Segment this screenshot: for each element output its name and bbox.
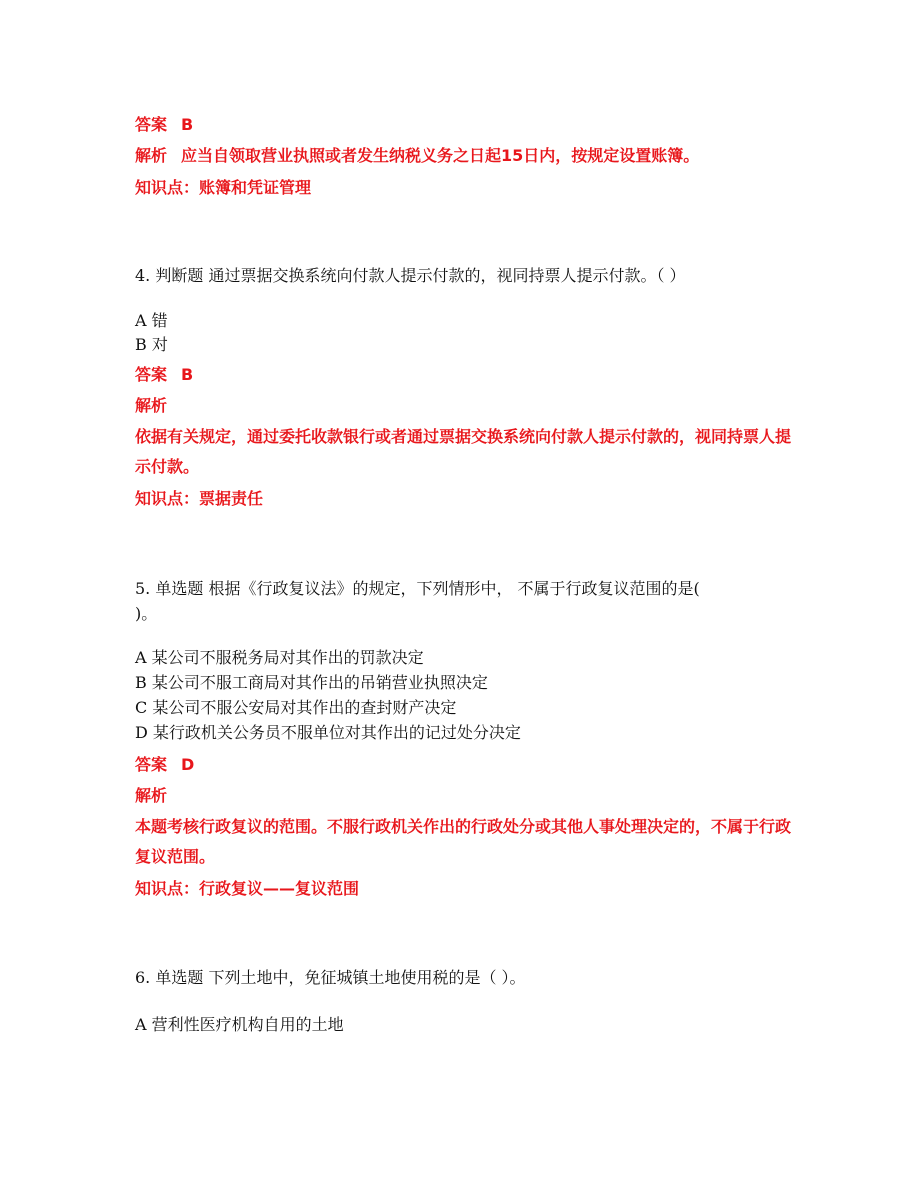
q4-analysis-label: 解析: [135, 396, 168, 415]
q5-option-b: B 某公司不服工商局对其作出的吊销营业执照决定: [135, 673, 488, 692]
q5-analysis-label: 解析: [135, 786, 168, 805]
q5-analysis-text: 本题考核行政复议的范围。不服行政机关作出的行政处分或其他人事处理决定的，不属于行政复议范围。: [135, 817, 792, 866]
q5-option-a: A 某公司不服税务局对其作出的罚款决定: [135, 648, 424, 667]
q6-stem: 6. 单选题 下列土地中，免征城镇土地使用税的是（ ）。: [135, 968, 526, 987]
q3-answer: [135, 114, 193, 136]
q4-answer-value: B: [181, 365, 194, 384]
q5-answer-label: 答案: [135, 755, 168, 774]
q4-analysis-text: 依据有关规定，通过委托收款银行或者通过票据交换系统向付款人提示付款的，视同持票人提示付款。: [135, 427, 792, 476]
q5-option-d: D 某行政机关公务员不服单位对其作出的记过处分决定: [135, 723, 521, 742]
q3-analysis-text: 应当自领取营业执照或者发生纳税义务之日起15日内，按规定设置账簿。: [181, 146, 700, 165]
q5-option-c: C 某公司不服公安局对其作出的查封财产决定: [135, 698, 457, 717]
q3-answer-label: 答案: [135, 115, 168, 134]
q4-option-a: A 错: [135, 311, 168, 330]
q4-option-b: B 对: [135, 335, 168, 354]
q3-analysis: [135, 145, 699, 167]
q6-option-a: A 营利性医疗机构自用的土地: [135, 1015, 344, 1034]
q5-knowledge: 知识点：行政复议——复议范围: [135, 879, 360, 898]
q5-stem-line2: )。: [135, 604, 158, 623]
q3-answer-value: B: [181, 115, 194, 134]
q4-knowledge: 知识点：票据责任: [135, 489, 264, 508]
q4-answer: [135, 364, 193, 386]
q5-answer: [135, 754, 194, 776]
q5-stem-line1: 5. 单选题 根据《行政复议法》的规定，下列情形中， 不属于行政复议范围的是(: [135, 579, 700, 598]
q3-knowledge: 知识点：账簿和凭证管理: [135, 178, 312, 197]
q3-analysis-label: 解析: [135, 146, 168, 165]
q4-answer-label: 答案: [135, 365, 168, 384]
q4-stem: 4. 判断题 通过票据交换系统向付款人提示付款的，视同持票人提示付款。（ ）: [135, 266, 686, 285]
q5-answer-value: D: [181, 755, 195, 774]
